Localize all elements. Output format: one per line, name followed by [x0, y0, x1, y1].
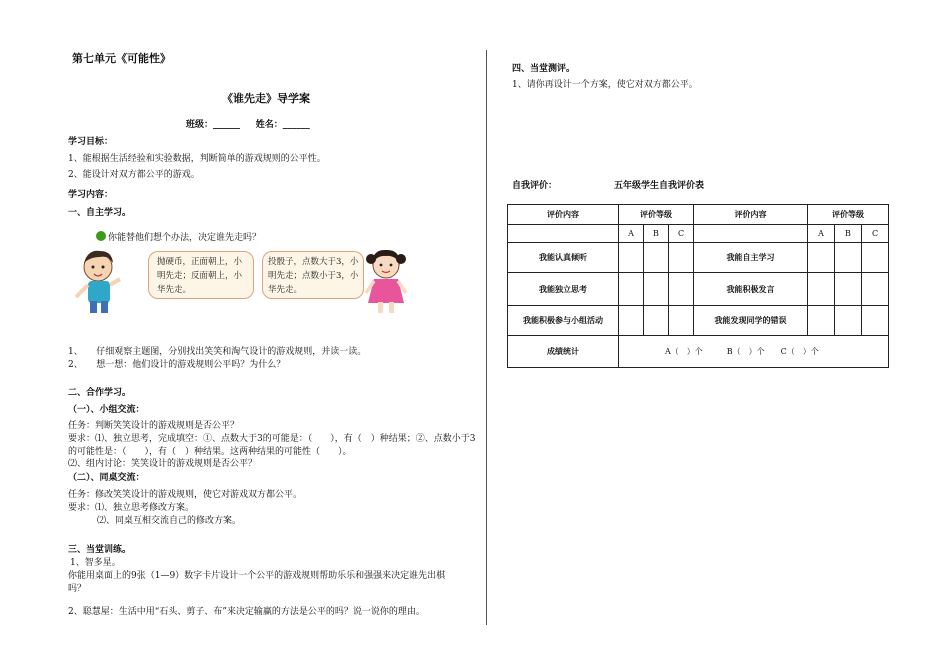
class-name-line: [186, 120, 310, 131]
grade-cell[interactable]: [644, 273, 669, 306]
group-task: 任务：判断笑笑设计的游戏规则是否公平？: [68, 421, 240, 431]
header-content: 评价内容: [508, 205, 619, 225]
grade-cell[interactable]: [619, 273, 644, 306]
practice-1: 1、智多星。: [70, 558, 121, 568]
class-label: 班级：: [186, 120, 214, 130]
grade-cell[interactable]: [669, 243, 694, 273]
desk-heading: （二）、同桌交流：: [68, 473, 145, 483]
grade-cell[interactable]: [808, 273, 835, 306]
coop-heading: 二、合作学习。: [68, 388, 132, 398]
class-blank[interactable]: ______: [213, 120, 241, 130]
test-1: 1、请你再设计一个方案，使它对双方都公平。: [512, 80, 698, 90]
name-blank[interactable]: ______: [282, 120, 310, 130]
content-heading: 学习内容：: [68, 190, 114, 200]
practice-1-text-2: 吗？: [68, 584, 87, 594]
grade-c: C: [669, 225, 694, 243]
row-item: 我能自主学习: [694, 243, 808, 273]
grade-cell[interactable]: [619, 306, 644, 336]
group-req-3: ⑵、组内讨论：笑笑设计的游戏规则是否公平？: [68, 459, 258, 469]
summary-label: 成绩统计: [508, 336, 619, 368]
grade-a: A: [619, 225, 644, 243]
goal-2: 2、能设计对双方都公平的游戏。: [68, 170, 200, 180]
grade-cell[interactable]: [808, 243, 835, 273]
boy-figure-icon: [76, 251, 120, 313]
group-req-1: 要求：⑴、独立思考，完成填空：①、点数大于3的可能是：（ ），有（ ）种结果；②、点数小于3: [68, 434, 476, 444]
grade-cell[interactable]: [644, 243, 669, 273]
row-item: 我能认真倾听: [508, 243, 619, 273]
eval-table-title: 五年级学生自我评价表: [614, 181, 705, 191]
row-item: 我能积极参与小组活动: [508, 306, 619, 336]
self-eval-table: [507, 204, 889, 368]
grade-cell[interactable]: [808, 306, 835, 336]
bullet-icon: [96, 231, 106, 241]
desk-req-1: 要求：⑴、独立思考修改方案。: [68, 503, 195, 513]
grade-b-2: B: [835, 225, 862, 243]
header-grade-2: 评价等级: [808, 205, 889, 225]
grade-cell[interactable]: [862, 306, 889, 336]
grade-cell[interactable]: [619, 243, 644, 273]
task-2: 2、 想一想：他们设计的游戏规则公平吗？为什么？: [68, 360, 286, 370]
grade-cell[interactable]: [644, 306, 669, 336]
goals-heading: 学习目标：: [68, 137, 114, 147]
empty-cell: [694, 225, 808, 243]
self-eval-label: 自我评价：: [512, 181, 558, 191]
header-grade: 评价等级: [619, 205, 694, 225]
girl-speech-bubble: [262, 251, 364, 299]
name-label: 姓名：: [255, 120, 283, 130]
grade-cell[interactable]: [862, 273, 889, 306]
grade-cell[interactable]: [862, 243, 889, 273]
test-heading: 四、当堂测评。: [512, 64, 576, 74]
grade-cell[interactable]: [835, 306, 862, 336]
group-req-2: 的可能性是：（ ），有（ ）种结果。这两种结果的可能性（ ）。: [68, 447, 352, 457]
row-item: 我能发现同学的错误: [694, 306, 808, 336]
girl-speech-text: 投骰子，点数大于3，小明先走；点数小于3，小华先走。: [268, 257, 359, 295]
practice-heading: 三、当堂训练。: [68, 545, 132, 555]
grade-a-2: A: [808, 225, 835, 243]
lesson-title: 《谁先走》导学案: [222, 92, 310, 105]
grade-c-2: C: [862, 225, 889, 243]
desk-req-2: ⑵、同桌互相交流自己的修改方案。: [97, 516, 242, 526]
empty-cell: [508, 225, 619, 243]
boy-speech-text: 抛硬币，正面朝上，小明先走；反面朝上，小华先走。: [157, 257, 243, 295]
row-item: 我能积极发言: [694, 273, 808, 306]
girl-figure-icon: [366, 250, 406, 313]
grade-cell[interactable]: [835, 243, 862, 273]
practice-1-text-1: 你能用桌面上的9张（1—9）数字卡片设计一个公平的游戏规则帮助乐乐和强强来决定谁先出棋: [68, 571, 446, 581]
row-item: 我能独立思考: [508, 273, 619, 306]
group-heading: （一）、小组交流：: [68, 405, 145, 415]
grade-cell[interactable]: [669, 273, 694, 306]
self-study-heading: 一、自主学习。: [68, 208, 132, 218]
task-1: 1、 仔细观察主题图，分别找出笑笑和淘气设计的游戏规则，并读一读。: [68, 347, 367, 357]
question-bubble-text: 你能替他们想个办法，决定谁先走吗？: [108, 233, 262, 243]
desk-task: 任务：修改笑笑设计的游戏规则，使它对游戏双方都公平。: [68, 490, 303, 500]
column-divider: [486, 50, 487, 625]
unit-title: 第七单元《可能性》: [72, 52, 171, 65]
summary-value: A（ ）个 B（ ）个 C（ ）个: [619, 336, 889, 368]
practice-2: 2、聪慧屋：生活中用“石头、剪子、布”来决定输赢的方法是公平的吗？说一说你的理由。: [68, 607, 425, 617]
grade-cell[interactable]: [835, 273, 862, 306]
boy-speech-bubble: [148, 251, 254, 299]
header-content-2: 评价内容: [694, 205, 808, 225]
grade-cell[interactable]: [669, 306, 694, 336]
grade-b: B: [644, 225, 669, 243]
goal-1: 1、能根据生活经验和实验数据，判断简单的游戏规则的公平性。: [68, 154, 326, 164]
